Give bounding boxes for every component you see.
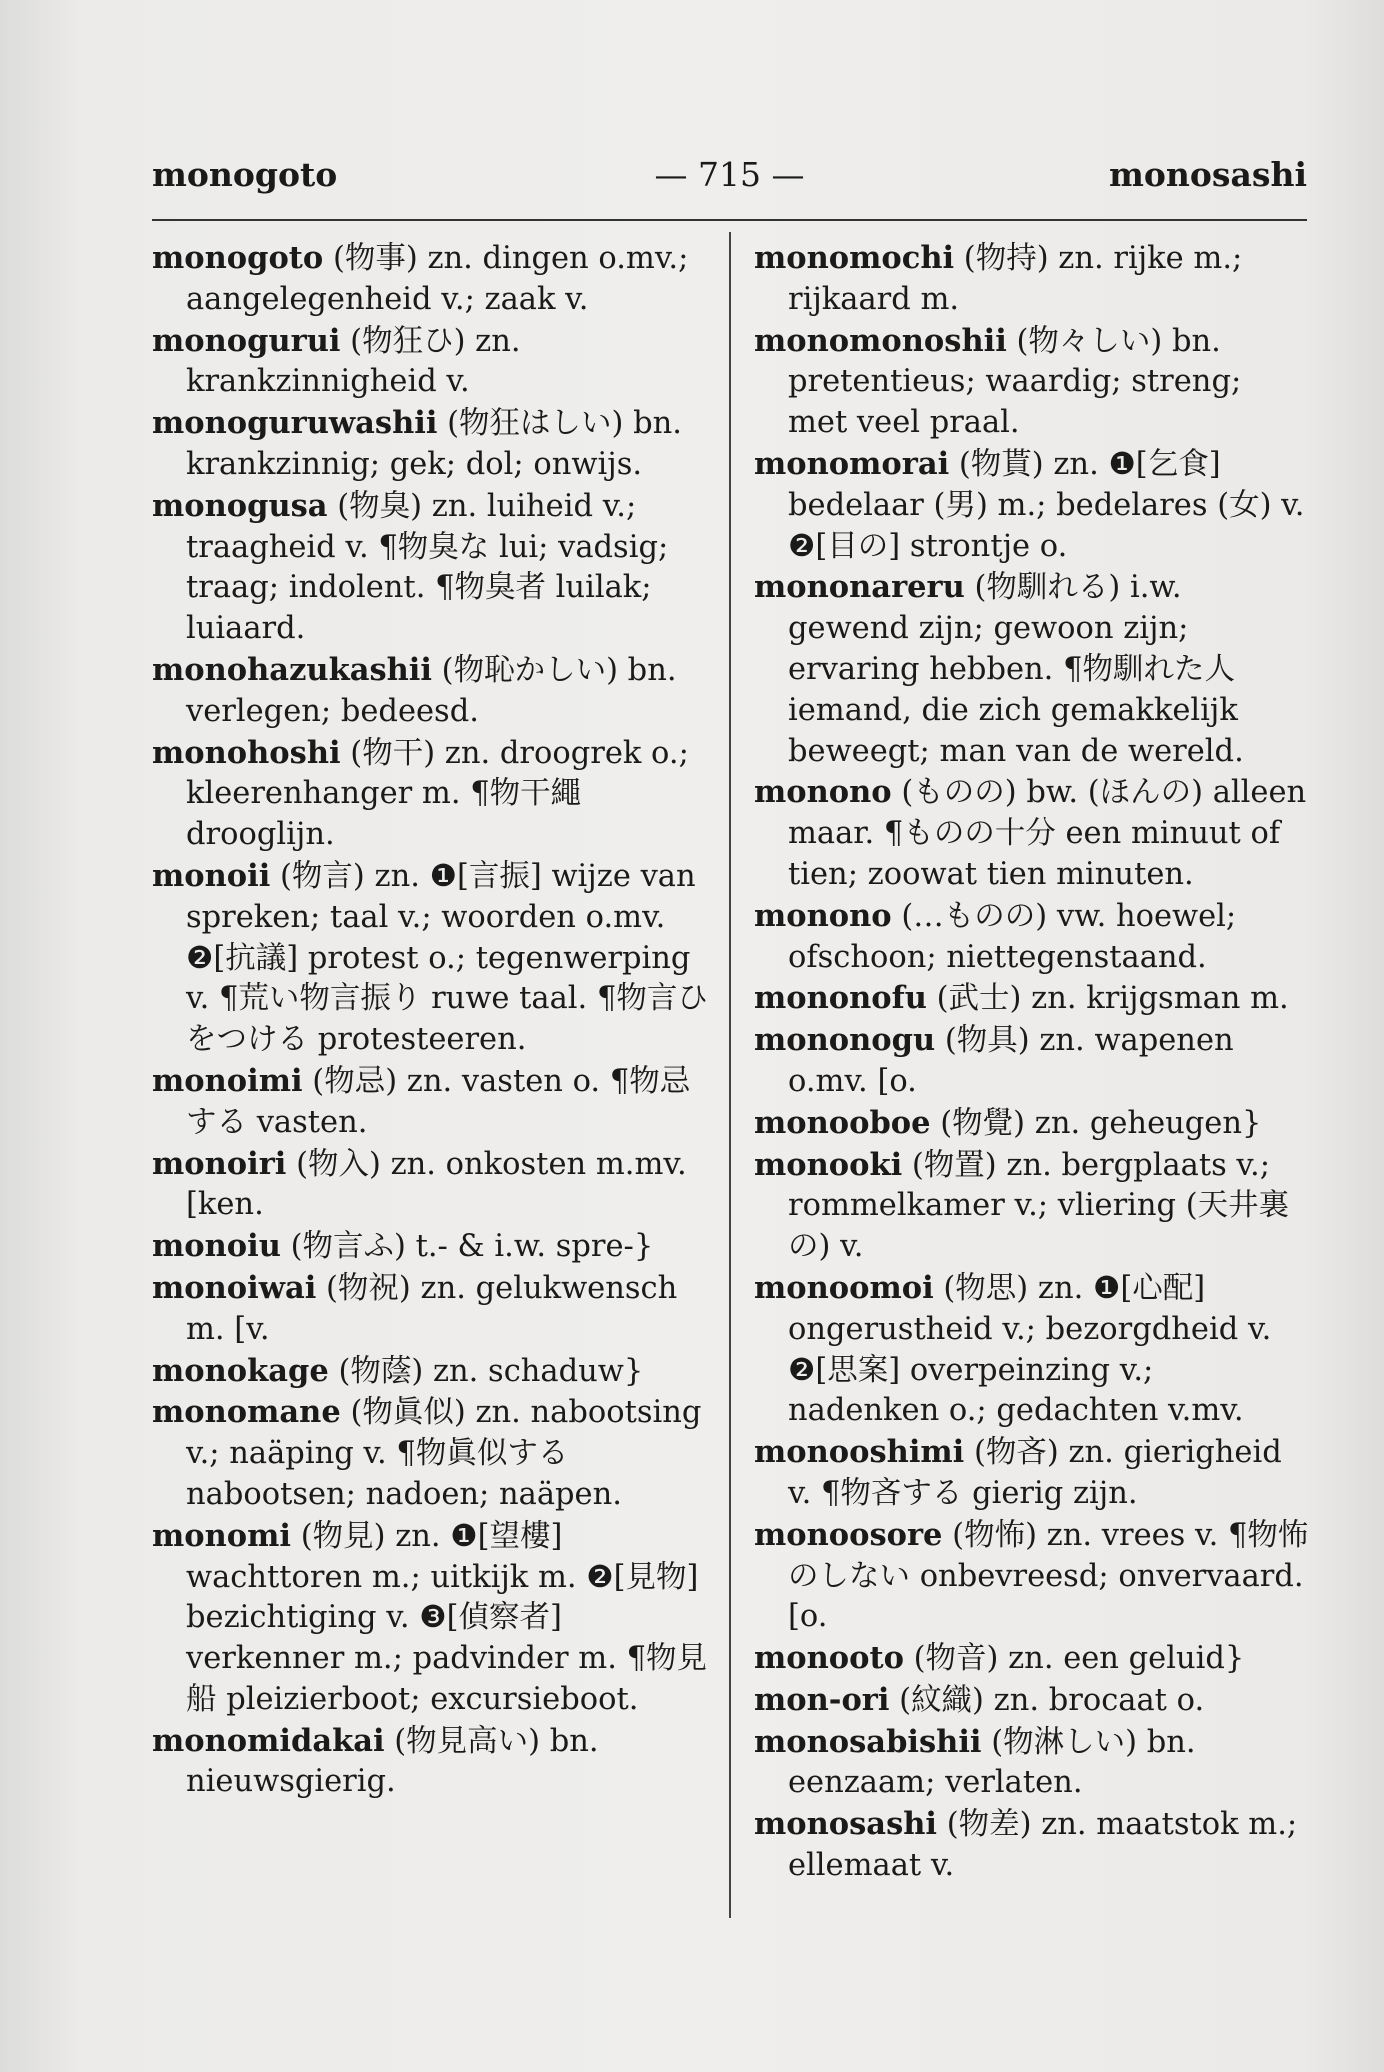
headword: monosashi (754, 1806, 937, 1843)
dictionary-entry (754, 567, 1310, 772)
headword: monooto (754, 1640, 904, 1677)
entry-body: (物淋しい) bn. eenzaam; verlaten. (788, 1724, 1196, 1801)
dictionary-entry (754, 321, 1310, 444)
entry-body: (物見高い) bn. nieuwsgierig. (186, 1723, 599, 1800)
entry-body: (物見) zn. ❶[望樓] wachttoren m.; uitkijk m. ❷[見物] bezichtiging v. ❸[偵察者] verkenner m.; padvinder m. ¶物見船 pleizierboot; excursieboot. (186, 1518, 708, 1717)
dictionary-entry (152, 1351, 708, 1393)
headword: monono (754, 897, 892, 934)
dictionary-entry (152, 1516, 708, 1721)
entry-body: (物祝) zn. gelukwensch m. [v. (186, 1270, 678, 1347)
headword: monomane (152, 1394, 341, 1431)
dictionary-entry (152, 856, 708, 1061)
entry-body: (物々しい) bn. pretentieus; waardig; streng; met veel praal. (788, 323, 1242, 441)
entry-body: (物持) zn. rijke m.; rijkaard m. (788, 241, 1243, 317)
entry-body: (武士) zn. krijgsman m. (926, 981, 1289, 1017)
headword: monomonoshii (754, 322, 1007, 359)
entry-body: (物差) zn. maatstok m.; ellemaat v. (788, 1807, 1298, 1884)
entry-body: (物馴れる) i.w. gewend zijn; gewoon zijn; ervaring hebben. ¶物馴れた人 iemand, die zich gemakkelijk beweegt; man van de wereld. (788, 570, 1244, 769)
entry-body: (物具) zn. wapenen o.mv. [o. (788, 1023, 1234, 1099)
headword: monogoto (152, 240, 324, 276)
headword: monosabishii (754, 1723, 982, 1760)
entry-body: (物吝) zn. gierigheid v. ¶物吝する gierig zijn. (788, 1435, 1282, 1511)
dictionary-entry (754, 772, 1310, 895)
entry-body: (物臭) zn. luiheid v.; traagheid v. ¶物臭な lui; vadsig; traag; indolent. ¶物臭者 luilak; luiaard. (186, 488, 669, 647)
headword: monoguruwashii (152, 405, 438, 442)
dictionary-entry (754, 1515, 1310, 1638)
headword: mononareru (754, 569, 965, 606)
dictionary-entry (152, 486, 708, 650)
dictionary-entry (754, 1020, 1310, 1103)
dictionary-entry (754, 1145, 1310, 1268)
entry-body: (物覺) zn. geheugen} (930, 1105, 1262, 1141)
entry-body: (物干) zn. droogrek o.; kleerenhanger m. ¶物干繩 drooglijn. (186, 735, 689, 853)
dictionary-entry (754, 1722, 1310, 1805)
dictionary-entry (152, 1721, 708, 1804)
dictionary-entry (754, 1432, 1310, 1515)
entry-body: (物怖) zn. vrees v. ¶物怖のしない onbevreesd; onvervaard. [o. (788, 1517, 1309, 1635)
right-guide-word: monosashi (1109, 155, 1307, 194)
dictionary-entry (152, 650, 708, 733)
headword: mononofu (754, 980, 927, 1017)
headword: monogurui (152, 322, 341, 359)
dictionary-entry (754, 896, 1310, 979)
headword: monomi (152, 1517, 291, 1554)
entry-body: (物入) zn. onkosten m.mv. [ken. (186, 1146, 687, 1223)
page-number: — 715 — (654, 155, 805, 194)
entry-body: (ものの) bw. (ほんの) alleen maar. ¶ものの十分 een minuut of tien; zoowat tien minuten. (788, 775, 1307, 892)
entry-body: (物貰) zn. ❶[乞食] bedelaar (男) m.; bedelares (女) v. ❷[目の] strontje o. (788, 446, 1305, 564)
dictionary-entry (152, 1144, 708, 1227)
entry-body: (物狂ひ) zn. krankzinnigheid v. (186, 323, 521, 400)
dictionary-entry (152, 733, 708, 856)
dictionary-entry (152, 1061, 708, 1144)
headword: mon-ori (754, 1681, 890, 1718)
headword: monomidakai (152, 1722, 385, 1759)
entry-body: (紋織) zn. brocaat o. (889, 1682, 1205, 1718)
entry-body: (物忌) zn. vasten o. ¶物忌する vasten. (186, 1063, 691, 1140)
entry-body: (物事) zn. dingen o.mv.; aangelegenheid v.; zaak v. (186, 241, 689, 317)
headword: monomochi (754, 240, 955, 276)
headword: monohoshi (152, 734, 341, 771)
headword: monohazukashii (152, 651, 432, 688)
headword: monoomoi (754, 1269, 934, 1306)
headword: mononogu (754, 1022, 936, 1059)
headword: monoiwai (152, 1269, 317, 1306)
entry-body: (物思) zn. ❶[心配] ongerustheid v.; bezorgdheid v. ❷[思案] overpeinzing v.; nadenken o.; gedachten v.mv. (788, 1270, 1272, 1429)
dictionary-entry (152, 238, 708, 321)
dictionary-entry (754, 978, 1310, 1020)
entry-body: (物蔭) zn. schaduw} (328, 1353, 644, 1389)
left-guide-word: monogoto (152, 155, 338, 194)
dictionary-entry (754, 1103, 1310, 1145)
dictionary-entry (754, 1804, 1310, 1887)
dictionary-entry (152, 1392, 708, 1515)
left-column (152, 238, 708, 1803)
dictionary-entry (754, 1638, 1310, 1680)
entry-body: (物音) zn. een geluid} (903, 1641, 1245, 1677)
dictionary-entry (152, 1268, 708, 1351)
dictionary-entry (152, 321, 708, 404)
dictionary-entry (152, 1226, 708, 1268)
headword: monoosore (754, 1516, 943, 1553)
headword: monooboe (754, 1104, 931, 1141)
page-header (152, 150, 1307, 200)
headword: monoii (152, 857, 271, 894)
headword: monono (754, 774, 892, 811)
dictionary-entry (754, 444, 1310, 567)
entry-body: (物狂はしい) bn. krankzinnig; gek; dol; onwijs. (186, 406, 682, 482)
entry-body: (…ものの) vw. hoewel; ofschoon; niettegenstaand. (788, 898, 1237, 975)
headword: monooshimi (754, 1434, 965, 1471)
entry-body: (物言) zn. ❶[言振] wijze van spreken; taal v.; woorden o.mv. ❷[抗議] protest o.; tegenwerping v. ¶荒い物言振り ruwe taal. ¶物言ひをつける protesteeren. (186, 858, 708, 1058)
headword: monomorai (754, 445, 950, 482)
headword: monoiri (152, 1145, 287, 1182)
dictionary-entry (754, 1680, 1310, 1722)
dictionary-entry (754, 1268, 1310, 1432)
entry-body: (物言ふ) t.- & i.w. spre-} (280, 1229, 654, 1265)
entry-body: (物眞似) zn. nabootsing v.; naäping v. ¶物眞似する nabootsen; nadoen; naäpen. (186, 1395, 702, 1512)
headword: monoiu (152, 1228, 281, 1265)
dictionary-entry (152, 403, 708, 486)
right-column (754, 238, 1310, 1887)
headword: monooki (754, 1146, 903, 1183)
header-rule (152, 219, 1307, 221)
headword: monokage (152, 1352, 329, 1389)
headword: monoimi (152, 1062, 303, 1099)
column-divider (729, 232, 731, 1918)
dictionary-entry (754, 238, 1310, 321)
headword: monogusa (152, 487, 328, 524)
entry-body: (物置) zn. bergplaats v.; rommelkamer v.; vliering (天井裏の) v. (788, 1147, 1290, 1265)
entry-body: (物恥かしい) bn. verlegen; bedeesd. (186, 652, 677, 729)
